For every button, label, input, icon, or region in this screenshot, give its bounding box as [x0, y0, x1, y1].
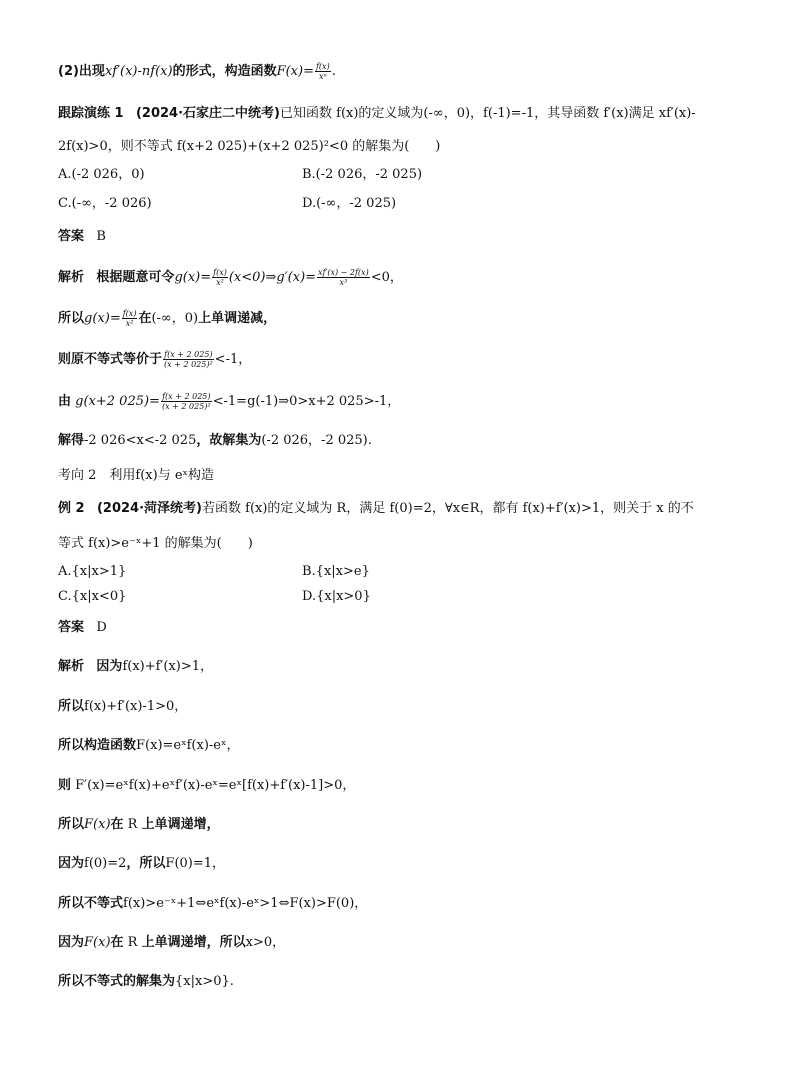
answer-1-label: 答案 — [58, 229, 85, 244]
s1-c: (x<0)⇒g′(x)= — [228, 270, 317, 285]
solution-2-line-8 — [58, 934, 748, 952]
s1-b: g(x)= — [174, 270, 212, 285]
s2-frac — [122, 309, 138, 328]
s2-c: 在 — [138, 311, 152, 326]
t2-a: 所以 — [58, 699, 85, 714]
answer-2-value: D — [96, 620, 107, 635]
solution-1-line-5 — [58, 432, 748, 450]
option-d2: D.{x|x>0} — [302, 589, 371, 604]
practice-source: (2024·石家庄二中统考) — [135, 106, 280, 121]
solution-2-line-3 — [58, 737, 748, 755]
s1-frac2 — [317, 268, 370, 287]
solution-2-line-2 — [58, 698, 748, 716]
s3-den: (x + 2 025)² — [164, 360, 213, 369]
hint-expr: xf′(x)-nf(x) — [104, 64, 173, 79]
example-2-text: 若函数 f(x)的定义域为 R，满足 f(0)=2，∀x∈R，都有 f(x)+f′(x)>1，则关于 x 的不 — [202, 501, 694, 516]
t8-b: F(x) — [84, 935, 111, 950]
s1-frac — [212, 268, 228, 287]
s1-den: x² — [216, 278, 224, 287]
s4-b: g(x+2 025)= — [75, 394, 160, 409]
s2-d: (-∞，0) — [151, 311, 199, 326]
line-practice-title — [58, 105, 748, 123]
solution-1-label: 解析 — [58, 270, 85, 285]
solution-1-line-1 — [58, 268, 748, 287]
t5-b: F(x) — [84, 817, 111, 832]
t7-b: f(x)>e⁻ˣ+1⇔eˣf(x)-eˣ>1⇔F(x)>F(0)， — [123, 896, 368, 911]
s1-num: f(x) — [213, 268, 227, 277]
line-practice-cont — [58, 138, 748, 156]
t1-a: 因为 — [96, 659, 123, 674]
option-c2: C.{x|x<0} — [58, 589, 127, 604]
example-2-text-cont: 等式 f(x)>e⁻ˣ+1 的解集为( ) — [58, 536, 253, 551]
solution-2-label: 解析 — [58, 659, 85, 674]
line-construct-hint — [58, 62, 748, 81]
practice-text-cont: 2f(x)>0，则不等式 f(x+2 025)+(x+2 025)²<0 的解集为( ) — [58, 139, 441, 154]
answer-2-label: 答案 — [58, 620, 85, 635]
hint-fraction — [315, 62, 331, 81]
t6-a: 因为 — [58, 856, 85, 871]
s2-b: g(x)= — [84, 311, 121, 326]
t5-d: R — [127, 817, 138, 832]
option-a2: A.{x|x>1} — [58, 564, 127, 579]
example-2-line-1 — [58, 500, 748, 518]
example-2-source: (2024·菏泽统考) — [96, 501, 202, 516]
section-heading-2 — [58, 467, 748, 485]
option-d1: D.(-∞，-2 025) — [302, 196, 397, 211]
answer-1 — [58, 228, 748, 246]
t8-d: R — [127, 935, 138, 950]
s4-num: f(x + 2 025) — [162, 392, 211, 401]
t4-b: F′(x)=eˣf(x)+eˣf′(x)-eˣ=eˣ[f(x)+f′(x)-1]>0， — [75, 778, 356, 793]
t5-c: 在 — [110, 817, 124, 832]
solution-2-line-5 — [58, 816, 748, 834]
solution-2-line-4 — [58, 777, 748, 795]
s2-e: 上单调递减， — [198, 311, 277, 326]
s4-a: 由 — [58, 394, 72, 409]
hint-num: f(x) — [315, 62, 330, 71]
t6-b: f(0)=2 — [84, 856, 127, 871]
solution-1-line-4 — [58, 392, 748, 411]
s2-den: x² — [125, 319, 134, 328]
t6-c: ，所以 — [126, 856, 166, 871]
solution-2-line-6 — [58, 855, 748, 873]
s5-b: -2 026<x<-2 025 — [84, 433, 197, 448]
option-b1: B.(-2 026，-2 025) — [302, 167, 423, 182]
s2-num: f(x) — [122, 309, 137, 318]
s4-c: <-1=g(-1)⇒0>x+2 025>-1， — [212, 394, 401, 409]
option-a1: A.(-2 026，0) — [58, 167, 145, 182]
t6-d: F(0)=1， — [165, 856, 226, 871]
practice-label: 跟踪演练 1 — [58, 106, 124, 121]
s3-a: 则原不等式等价于 — [58, 352, 163, 367]
t2-b: f(x)+f′(x)-1>0， — [84, 699, 188, 714]
s1-d: <0， — [370, 270, 403, 285]
t8-c: 在 — [110, 935, 124, 950]
s3-b: <-1， — [214, 352, 252, 367]
s5-c: ，故解集为 — [196, 433, 262, 448]
t1-b: f(x)+f′(x)>1， — [122, 659, 214, 674]
t8-f: x>0， — [245, 935, 286, 950]
hint-fx: F(x)= — [276, 64, 314, 79]
s4-den: (x + 2 025)² — [161, 402, 211, 411]
s3-num: f(x + 2 025) — [164, 350, 213, 359]
t5-a: 所以 — [58, 817, 85, 832]
t9-a: 所以不等式的解集为 — [58, 974, 176, 989]
s1-num2: xf′(x) − 2f(x) — [318, 268, 369, 277]
example-2-line-2 — [58, 535, 748, 553]
t3-a: 所以构造函数 — [58, 738, 137, 753]
solution-1-line-2 — [58, 309, 748, 328]
t8-e: 上单调递增，所以 — [141, 935, 246, 950]
s5-a: 解得 — [58, 433, 85, 448]
answer-2 — [58, 619, 748, 637]
solution-2-line-9 — [58, 973, 748, 991]
section-heading-2-text: 考向 2 利用f(x)与 eˣ构造 — [58, 468, 215, 483]
s5-d: (-2 026，-2 025). — [261, 433, 372, 448]
t8-a: 因为 — [58, 935, 85, 950]
answer-1-value: B — [96, 229, 106, 244]
hint-end: . — [331, 64, 336, 79]
hint-mid: 的形式，构造函数 — [172, 64, 277, 79]
solution-2-line-7 — [58, 895, 748, 913]
practice-text: 已知函数 f(x)的定义域为(-∞，0)，f(-1)=-1，其导函数 f′(x)满足 xf′(x)- — [280, 106, 696, 121]
s4-frac — [161, 392, 212, 411]
s3-frac — [163, 350, 214, 369]
t5-e: 上单调递增， — [141, 817, 220, 832]
solution-2-line-1 — [58, 658, 748, 676]
t7-a: 所以不等式 — [58, 896, 124, 911]
option-c1: C.(-∞，-2 026) — [58, 196, 152, 211]
option-b2: B.{x|x>e} — [302, 564, 370, 579]
hint-label: (2)出现 — [58, 64, 105, 79]
solution-1-line-3 — [58, 350, 748, 369]
s1-a: 根据题意可令 — [96, 270, 175, 285]
t4-a: 则 — [58, 778, 72, 793]
hint-den: xⁿ — [318, 72, 327, 81]
t9-b: {x|x>0}. — [175, 974, 234, 989]
t3-b: F(x)=eˣf(x)-eˣ， — [136, 738, 240, 753]
s2-a: 所以 — [58, 311, 85, 326]
example-2-label: 例 2 — [58, 501, 85, 516]
s1-den2: x³ — [339, 278, 348, 287]
